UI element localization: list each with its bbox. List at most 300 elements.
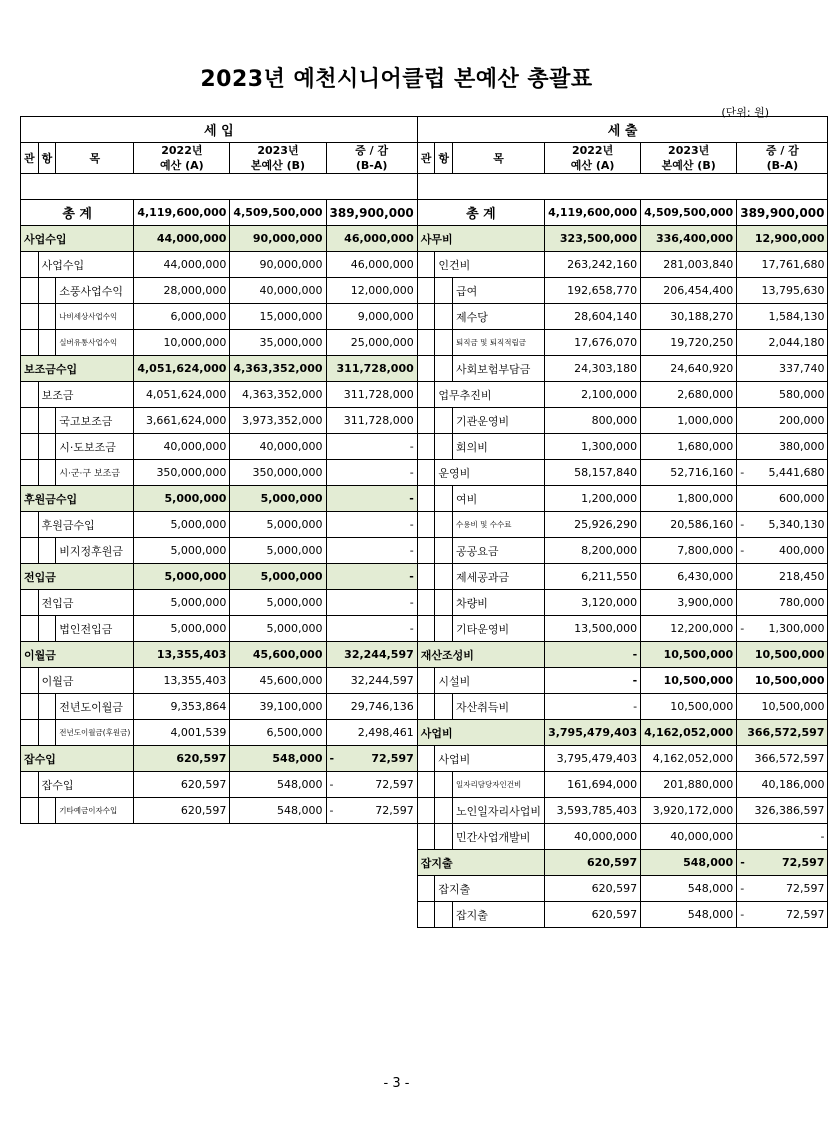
left-amount-2023: 35,000,000	[230, 330, 326, 356]
right-amount-diff: 17,761,680	[737, 252, 828, 278]
right-amount-2023: 281,003,840	[641, 252, 737, 278]
right-amount-2023: 1,680,000	[641, 434, 737, 460]
col-2022-line2: 예산 (A)	[160, 159, 204, 172]
table-row	[21, 564, 828, 590]
table-row	[21, 252, 828, 278]
col-2023	[641, 143, 737, 174]
minus-sign: -	[740, 882, 745, 895]
right-amount-diff	[737, 850, 828, 876]
right-amount-2023: 206,454,400	[641, 278, 737, 304]
table-row	[21, 538, 828, 564]
minus-sign: -	[329, 778, 334, 791]
col-diff-line2: (B-A)	[355, 159, 388, 172]
col-mok: 목	[453, 143, 545, 174]
left-amount-diff: 25,000,000	[326, 330, 417, 356]
left-amount-2023: 4,363,352,000	[230, 382, 326, 408]
minus-sign: -	[329, 804, 334, 817]
col-diff-line1: 증 / 감	[765, 144, 799, 157]
right-amount-diff: 13,795,630	[737, 278, 828, 304]
col-hang: 항	[38, 143, 56, 174]
left-gwan-label: 사업수입	[21, 226, 134, 252]
left-mok-label: 법인전입금	[56, 616, 134, 642]
left-mok-label: 나비세상사업수익	[56, 304, 134, 330]
diff-value: 5,340,130	[768, 518, 825, 531]
right-indent	[435, 772, 453, 798]
right-amount-diff: 1,584,130	[737, 304, 828, 330]
right-amount-2023: 3,920,172,000	[641, 798, 737, 824]
left-amount-2022: 3,661,624,000	[134, 408, 230, 434]
right-amount-2022: 25,926,290	[545, 512, 641, 538]
unit-label: (단위: 원)	[721, 106, 769, 119]
right-indent	[417, 668, 435, 694]
right-mok-label: 기타운영비	[453, 616, 545, 642]
left-amount-diff	[326, 746, 417, 772]
col-2023	[230, 143, 326, 174]
left-indent	[21, 382, 39, 408]
left-amount-diff: -	[326, 460, 417, 486]
left-mok-label: 시·도보조금	[56, 434, 134, 460]
right-mok-label: 여비	[453, 486, 545, 512]
left-hang-label: 잡수입	[38, 772, 134, 798]
right-amount-diff	[737, 512, 828, 538]
left-amount-2023: 5,000,000	[230, 486, 326, 512]
income-header: 세 입	[21, 117, 418, 143]
left-mok-label: 기타예금이자수입	[56, 798, 134, 824]
right-amount-diff	[737, 902, 828, 928]
right-amount-2023: 7,800,000	[641, 538, 737, 564]
table-row	[21, 876, 828, 902]
minus-sign: -	[740, 622, 745, 635]
left-amount-diff: -	[326, 434, 417, 460]
left-amount-diff: 32,244,597	[326, 642, 417, 668]
table-row	[21, 616, 828, 642]
spacer	[21, 174, 418, 200]
right-indent	[435, 356, 453, 382]
right-amount-diff	[737, 616, 828, 642]
left-amount-diff: 9,000,000	[326, 304, 417, 330]
left-amount-2023: 5,000,000	[230, 590, 326, 616]
right-amount-2023: 1,800,000	[641, 486, 737, 512]
left-amount-2022: 620,597	[134, 772, 230, 798]
right-amount-2022: 8,200,000	[545, 538, 641, 564]
right-hang-label: 운영비	[435, 460, 545, 486]
table-row	[21, 330, 828, 356]
total-income-diff: 389,900,000	[326, 200, 417, 226]
left-amount-2022: 5,000,000	[134, 564, 230, 590]
left-amount-2023: 5,000,000	[230, 564, 326, 590]
left-empty	[21, 850, 418, 876]
left-gwan-label: 후원금수입	[21, 486, 134, 512]
left-amount-2022: 5,000,000	[134, 486, 230, 512]
left-indent	[21, 616, 39, 642]
right-indent	[417, 512, 435, 538]
right-indent	[435, 434, 453, 460]
diff-value: 72,597	[785, 882, 825, 895]
right-gwan-label: 사무비	[417, 226, 544, 252]
right-indent	[435, 304, 453, 330]
right-mok-label: 노인일자리사업비	[453, 798, 545, 824]
right-hang-label: 시설비	[435, 668, 545, 694]
left-amount-2022: 5,000,000	[134, 538, 230, 564]
left-amount-2023: 5,000,000	[230, 616, 326, 642]
left-amount-2022: 5,000,000	[134, 616, 230, 642]
right-indent	[417, 408, 435, 434]
right-indent	[435, 512, 453, 538]
right-amount-2022: 6,211,550	[545, 564, 641, 590]
left-gwan-label: 전입금	[21, 564, 134, 590]
col-2022	[545, 143, 641, 174]
right-indent	[417, 304, 435, 330]
right-indent	[417, 772, 435, 798]
right-indent	[435, 590, 453, 616]
diff-value: 1,300,000	[768, 622, 825, 635]
left-indent	[21, 408, 39, 434]
left-indent	[21, 304, 39, 330]
right-amount-2022: 3,795,479,403	[545, 720, 641, 746]
left-amount-2022: 4,051,624,000	[134, 382, 230, 408]
left-indent	[21, 330, 39, 356]
right-amount-2023: 10,500,000	[641, 694, 737, 720]
left-amount-diff: -	[326, 616, 417, 642]
col-gwan: 관	[417, 143, 435, 174]
right-amount-diff: 337,740	[737, 356, 828, 382]
right-mok-label: 회의비	[453, 434, 545, 460]
left-amount-diff: 46,000,000	[326, 252, 417, 278]
right-amount-diff: 12,900,000	[737, 226, 828, 252]
table-row	[21, 304, 828, 330]
right-amount-2022: 13,500,000	[545, 616, 641, 642]
right-amount-diff	[737, 460, 828, 486]
right-amount-2022: 1,300,000	[545, 434, 641, 460]
right-amount-2022: -	[545, 668, 641, 694]
right-mok-label: 잡지출	[453, 902, 545, 928]
right-amount-2022: 3,795,479,403	[545, 746, 641, 772]
right-amount-2023: 24,640,920	[641, 356, 737, 382]
right-mok-label: 차량비	[453, 590, 545, 616]
left-amount-2022: 40,000,000	[134, 434, 230, 460]
right-hang-label: 사업비	[435, 746, 545, 772]
total-row	[21, 200, 828, 226]
left-amount-2023: 548,000	[230, 772, 326, 798]
left-mok-label: 소풍사업수익	[56, 278, 134, 304]
left-mok-label: 국고보조금	[56, 408, 134, 434]
left-amount-2023: 4,363,352,000	[230, 356, 326, 382]
right-amount-diff: 10,500,000	[737, 642, 828, 668]
right-indent	[435, 616, 453, 642]
left-indent	[38, 538, 56, 564]
right-amount-2023: 4,162,052,000	[641, 720, 737, 746]
section-header-row	[21, 117, 828, 143]
left-hang-label: 전입금	[38, 590, 134, 616]
left-indent	[38, 330, 56, 356]
right-indent	[417, 564, 435, 590]
left-indent	[21, 512, 39, 538]
left-amount-2022: 9,353,864	[134, 694, 230, 720]
right-indent	[435, 694, 453, 720]
minus-sign: -	[740, 544, 745, 557]
left-hang-label: 보조금	[38, 382, 134, 408]
left-hang-label: 이월금	[38, 668, 134, 694]
right-amount-2023: 19,720,250	[641, 330, 737, 356]
right-indent	[435, 902, 453, 928]
diff-value: 72,597	[785, 908, 825, 921]
table-row	[21, 668, 828, 694]
right-indent	[417, 590, 435, 616]
right-amount-2023: 548,000	[641, 850, 737, 876]
right-amount-2022: 40,000,000	[545, 824, 641, 850]
right-amount-2022: 24,303,180	[545, 356, 641, 382]
right-indent	[417, 876, 435, 902]
left-amount-diff: -	[326, 564, 417, 590]
left-amount-2022: 13,355,403	[134, 642, 230, 668]
left-indent	[21, 772, 39, 798]
table-row	[21, 642, 828, 668]
right-amount-diff: 200,000	[737, 408, 828, 434]
left-amount-2023: 5,000,000	[230, 538, 326, 564]
right-mok-label: 공공요금	[453, 538, 545, 564]
right-mok-label: 수용비 및 수수료	[453, 512, 545, 538]
right-amount-2022: 17,676,070	[545, 330, 641, 356]
right-indent	[417, 278, 435, 304]
table-row	[21, 356, 828, 382]
left-amount-diff: 311,728,000	[326, 382, 417, 408]
right-indent	[435, 408, 453, 434]
left-hang-label: 사업수입	[38, 252, 134, 278]
left-amount-2023: 90,000,000	[230, 252, 326, 278]
right-amount-2023: 30,188,270	[641, 304, 737, 330]
left-amount-2023: 548,000	[230, 746, 326, 772]
right-amount-diff: 2,044,180	[737, 330, 828, 356]
right-indent	[417, 824, 435, 850]
right-indent	[417, 538, 435, 564]
right-amount-2022: 1,200,000	[545, 486, 641, 512]
minus-sign: -	[740, 856, 745, 869]
left-indent	[21, 720, 39, 746]
left-indent	[21, 434, 39, 460]
left-indent	[38, 408, 56, 434]
minus-sign: -	[740, 466, 745, 479]
right-mok-label: 기관운영비	[453, 408, 545, 434]
left-amount-2023: 40,000,000	[230, 434, 326, 460]
total-expense-2022: 4,119,600,000	[545, 200, 641, 226]
left-amount-2023: 45,600,000	[230, 668, 326, 694]
left-amount-2023: 15,000,000	[230, 304, 326, 330]
table-row	[21, 902, 828, 928]
right-indent	[435, 486, 453, 512]
right-indent	[435, 564, 453, 590]
right-amount-diff: 10,500,000	[737, 694, 828, 720]
left-amount-2022: 44,000,000	[134, 252, 230, 278]
right-amount-2022: 323,500,000	[545, 226, 641, 252]
left-indent	[21, 694, 39, 720]
page-title: 2023년 예천시니어클럽 본예산 총괄표	[200, 67, 593, 92]
table-row	[21, 850, 828, 876]
left-indent	[38, 434, 56, 460]
right-amount-2022: 620,597	[545, 902, 641, 928]
right-amount-2022: 3,593,785,403	[545, 798, 641, 824]
table-row	[21, 772, 828, 798]
right-indent	[417, 330, 435, 356]
column-header-row	[21, 143, 828, 174]
right-amount-2023: 336,400,000	[641, 226, 737, 252]
spacer-row	[21, 174, 828, 200]
left-amount-2023: 3,973,352,000	[230, 408, 326, 434]
right-amount-diff	[737, 538, 828, 564]
col-2023-line2: 본예산 (B)	[661, 159, 716, 172]
diff-value: 72,597	[375, 804, 414, 817]
col-2023-line1: 2023년	[668, 144, 710, 157]
left-amount-diff: -	[326, 538, 417, 564]
left-indent	[38, 798, 56, 824]
right-amount-2022: 263,242,160	[545, 252, 641, 278]
right-indent	[435, 538, 453, 564]
right-amount-2023: 40,000,000	[641, 824, 737, 850]
right-amount-diff: -	[737, 824, 828, 850]
left-mok-label: 전년도이월금(후원금)	[56, 720, 134, 746]
right-mok-label: 사회보험부담금	[453, 356, 545, 382]
col-2023-line2: 본예산 (B)	[250, 159, 306, 172]
right-amount-diff: 380,000	[737, 434, 828, 460]
minus-sign: -	[740, 908, 745, 921]
right-amount-diff: 40,186,000	[737, 772, 828, 798]
left-indent	[38, 720, 56, 746]
diff-value: 72,597	[371, 752, 414, 765]
left-amount-diff: 12,000,000	[326, 278, 417, 304]
col-diff-line2: (B-A)	[766, 159, 799, 172]
right-indent	[417, 460, 435, 486]
left-amount-2022: 44,000,000	[134, 226, 230, 252]
right-amount-2023: 10,500,000	[641, 642, 737, 668]
left-amount-2023: 39,100,000	[230, 694, 326, 720]
right-amount-2023: 52,716,160	[641, 460, 737, 486]
left-mok-label: 시·군·구 보조금	[56, 460, 134, 486]
diff-value: 72,597	[782, 856, 825, 869]
col-diff	[737, 143, 828, 174]
right-gwan-label: 재산조성비	[417, 642, 544, 668]
col-2022	[134, 143, 230, 174]
left-amount-2022: 620,597	[134, 798, 230, 824]
right-amount-diff: 218,450	[737, 564, 828, 590]
right-gwan-label: 사업비	[417, 720, 544, 746]
right-mok-label: 일자리담당자인건비	[453, 772, 545, 798]
minus-sign: -	[740, 518, 745, 531]
col-2022-line1: 2022년	[571, 144, 614, 157]
left-hang-label: 후원금수입	[38, 512, 134, 538]
diff-value: 400,000	[778, 544, 825, 557]
right-indent	[417, 434, 435, 460]
right-mok-label: 퇴직금 및 퇴직적립금	[453, 330, 545, 356]
left-amount-diff: 311,728,000	[326, 408, 417, 434]
right-amount-2023: 4,162,052,000	[641, 746, 737, 772]
table-row	[21, 408, 828, 434]
table-row	[21, 278, 828, 304]
table-row	[21, 486, 828, 512]
right-indent	[417, 902, 435, 928]
left-indent	[21, 460, 39, 486]
left-gwan-label: 잡수입	[21, 746, 134, 772]
left-indent	[21, 538, 39, 564]
right-indent	[417, 252, 435, 278]
spacer	[417, 174, 828, 200]
minus-sign: -	[329, 752, 335, 765]
total-expense-diff: 389,900,000	[737, 200, 828, 226]
right-mok-label: 민간사업개발비	[453, 824, 545, 850]
right-amount-2022: 620,597	[545, 850, 641, 876]
left-indent	[38, 304, 56, 330]
total-income-2022: 4,119,600,000	[134, 200, 230, 226]
right-indent	[417, 798, 435, 824]
right-indent	[417, 746, 435, 772]
right-amount-2023: 548,000	[641, 876, 737, 902]
table-row	[21, 434, 828, 460]
right-amount-2023: 10,500,000	[641, 668, 737, 694]
left-amount-2022: 5,000,000	[134, 512, 230, 538]
left-amount-diff: -	[326, 486, 417, 512]
left-amount-diff: 29,746,136	[326, 694, 417, 720]
right-amount-2022: -	[545, 694, 641, 720]
left-empty	[21, 824, 418, 850]
budget-summary-table	[20, 116, 828, 928]
left-empty	[21, 902, 418, 928]
total-income-2023: 4,509,500,000	[230, 200, 326, 226]
left-amount-2022: 4,051,624,000	[134, 356, 230, 382]
right-amount-2022: 28,604,140	[545, 304, 641, 330]
right-amount-2022: -	[545, 642, 641, 668]
left-indent	[38, 278, 56, 304]
right-indent	[417, 356, 435, 382]
right-amount-2023: 1,000,000	[641, 408, 737, 434]
left-indent	[38, 460, 56, 486]
col-2022-line2: 예산 (A)	[570, 159, 615, 172]
col-diff-line1: 증 / 감	[355, 144, 389, 157]
table-row	[21, 382, 828, 408]
left-amount-diff: -	[326, 590, 417, 616]
total-label: 총 계	[21, 200, 134, 226]
right-amount-2022: 58,157,840	[545, 460, 641, 486]
left-gwan-label: 보조금수입	[21, 356, 134, 382]
right-indent	[435, 330, 453, 356]
right-indent	[435, 798, 453, 824]
right-amount-2023: 201,880,000	[641, 772, 737, 798]
left-amount-2022: 350,000,000	[134, 460, 230, 486]
right-mok-label: 자산취득비	[453, 694, 545, 720]
right-indent	[417, 382, 435, 408]
table-row	[21, 460, 828, 486]
right-amount-diff	[737, 876, 828, 902]
right-hang-label: 인건비	[435, 252, 545, 278]
right-mok-label: 제세공과금	[453, 564, 545, 590]
left-amount-diff	[326, 772, 417, 798]
col-2023-line1: 2023년	[257, 144, 299, 157]
left-indent	[21, 252, 39, 278]
left-indent	[21, 668, 39, 694]
right-indent	[417, 616, 435, 642]
left-amount-diff	[326, 798, 417, 824]
left-indent	[21, 278, 39, 304]
right-amount-diff: 366,572,597	[737, 746, 828, 772]
table-row	[21, 720, 828, 746]
col-hang: 항	[435, 143, 453, 174]
left-amount-diff: 2,498,461	[326, 720, 417, 746]
table-row	[21, 226, 828, 252]
right-amount-2022: 620,597	[545, 876, 641, 902]
right-amount-diff: 780,000	[737, 590, 828, 616]
right-amount-diff: 580,000	[737, 382, 828, 408]
col-2022-line1: 2022년	[161, 144, 203, 157]
left-mok-label: 전년도이월금	[56, 694, 134, 720]
left-amount-2023: 45,600,000	[230, 642, 326, 668]
left-gwan-label: 이월금	[21, 642, 134, 668]
